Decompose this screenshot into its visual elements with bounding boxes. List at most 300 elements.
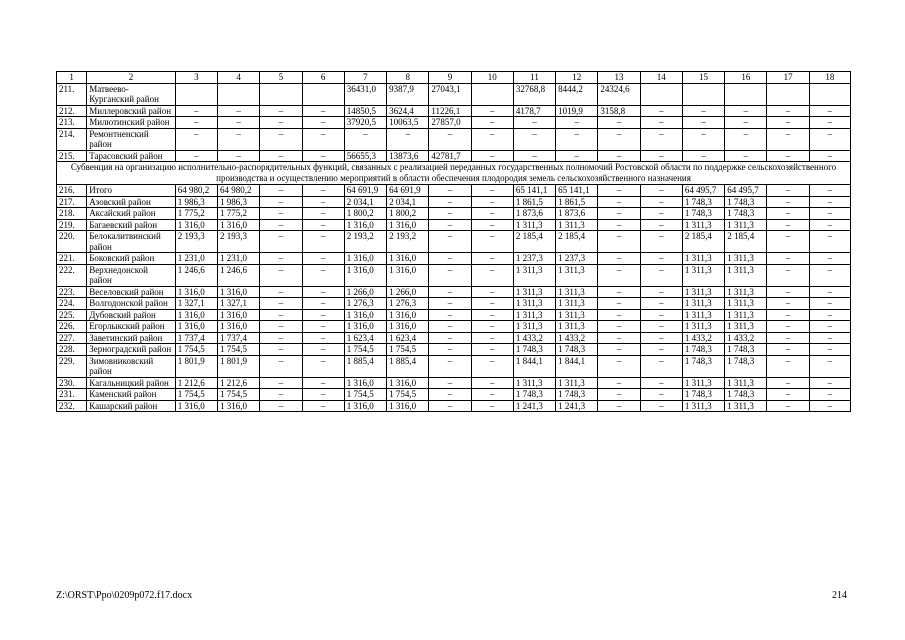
table-cell: –: [809, 377, 850, 389]
table-cell: –: [302, 231, 344, 253]
table-cell: –: [471, 150, 513, 162]
table-row: [57, 150, 851, 162]
table-cell: 1 311,3: [556, 286, 598, 298]
table-cell: [725, 83, 767, 105]
table-cell: 8444,2: [556, 83, 598, 105]
table-cell: –: [429, 321, 471, 333]
table-cell: 1 316,0: [218, 286, 260, 298]
table-cell: –: [260, 128, 302, 150]
table-cell: 1 311,3: [682, 377, 724, 389]
table-cell: 1 316,0: [175, 321, 217, 333]
table-cell: –: [471, 309, 513, 321]
table-cell: –: [809, 196, 850, 208]
district-name: Ремонтненский район: [87, 128, 176, 150]
table-cell: –: [429, 309, 471, 321]
table-cell: 64 980,2: [218, 185, 260, 197]
table-cell: 1 433,2: [682, 332, 724, 344]
table-cell: –: [302, 253, 344, 265]
table-cell: 4178,7: [513, 105, 555, 117]
table-cell: 2 185,4: [682, 231, 724, 253]
table-cell: –: [471, 400, 513, 412]
table-cell: 1 266,0: [387, 286, 429, 298]
row-number: 214.: [57, 128, 87, 150]
table-cell: 1 316,0: [175, 286, 217, 298]
table-cell: –: [809, 321, 850, 333]
table-cell: –: [260, 332, 302, 344]
table-cell: 3624,4: [387, 105, 429, 117]
table-cell: 1 311,3: [682, 264, 724, 286]
table-cell: 42781,7: [429, 150, 471, 162]
section-header-row: [57, 162, 851, 185]
table-cell: –: [598, 309, 640, 321]
table-cell: 11226,1: [429, 105, 471, 117]
table-cell: [302, 83, 344, 105]
table-cell: 1 311,3: [725, 321, 767, 333]
table-cell: 1 311,3: [556, 377, 598, 389]
column-number: 11: [513, 72, 555, 84]
table-cell: 1 311,3: [725, 264, 767, 286]
table-cell: –: [767, 298, 809, 310]
table-cell: –: [471, 231, 513, 253]
table-cell: 1 311,3: [513, 286, 555, 298]
row-number: 231.: [57, 389, 87, 401]
table-cell: –: [471, 253, 513, 265]
district-name: Зимовниковский район: [87, 355, 176, 377]
table-cell: –: [429, 400, 471, 412]
table-cell: –: [809, 389, 850, 401]
header-row: [57, 72, 851, 84]
table-cell: –: [302, 321, 344, 333]
table-row: [57, 389, 851, 401]
table-cell: –: [640, 355, 682, 377]
table-cell: –: [302, 298, 344, 310]
table-cell: –: [471, 264, 513, 286]
table-cell: –: [598, 298, 640, 310]
row-number: 218.: [57, 208, 87, 220]
table-cell: –: [429, 377, 471, 389]
table-cell: –: [598, 389, 640, 401]
table-cell: –: [598, 332, 640, 344]
district-name: Белокалитвинский район: [87, 231, 176, 253]
table-cell: 1 311,3: [556, 264, 598, 286]
table-cell: –: [809, 128, 850, 150]
table-cell: 1019,9: [556, 105, 598, 117]
table-cell: 2 185,4: [556, 231, 598, 253]
table-cell: –: [429, 286, 471, 298]
table-cell: 1 311,3: [682, 321, 724, 333]
table-cell: 1 311,3: [682, 253, 724, 265]
column-number: 13: [598, 72, 640, 84]
table-cell: –: [640, 128, 682, 150]
table-cell: –: [471, 344, 513, 356]
table-cell: –: [640, 400, 682, 412]
table-cell: 27043,1: [429, 83, 471, 105]
table-cell: 1 316,0: [387, 321, 429, 333]
table-cell: –: [809, 117, 850, 129]
table-cell: [640, 83, 682, 105]
table-cell: 1 754,5: [218, 389, 260, 401]
table-cell: –: [767, 332, 809, 344]
table-cell: 1 748,3: [725, 389, 767, 401]
column-number: 3: [175, 72, 217, 84]
table-cell: 1 311,3: [682, 298, 724, 310]
table-cell: –: [302, 185, 344, 197]
table-row: [57, 400, 851, 412]
table-cell: 1 316,0: [387, 309, 429, 321]
table-row: [57, 355, 851, 377]
table-cell: 1 316,0: [387, 219, 429, 231]
table-row: [57, 321, 851, 333]
table-cell: 1 316,0: [387, 400, 429, 412]
table-cell: 1 748,3: [682, 208, 724, 220]
table-cell: 1 433,2: [725, 332, 767, 344]
table-cell: 1 316,0: [218, 321, 260, 333]
table-cell: 1 316,0: [387, 377, 429, 389]
table-cell: 1 237,3: [513, 253, 555, 265]
table-row: [57, 105, 851, 117]
table-cell: 1 311,3: [513, 298, 555, 310]
file-path: Z:\ORST\Ppo\0209p072.f17.docx: [56, 590, 193, 601]
table-cell: –: [260, 377, 302, 389]
table-row: [57, 83, 851, 105]
row-number: 227.: [57, 332, 87, 344]
table-cell: 1 801,9: [175, 355, 217, 377]
table-cell: –: [218, 105, 260, 117]
table-cell: –: [260, 321, 302, 333]
table-cell: –: [809, 219, 850, 231]
table-row: [57, 298, 851, 310]
table-cell: [218, 83, 260, 105]
table-cell: –: [302, 389, 344, 401]
table-cell: –: [471, 208, 513, 220]
table-cell: –: [302, 355, 344, 377]
table-cell: –: [640, 377, 682, 389]
column-number: 10: [471, 72, 513, 84]
table-cell: –: [767, 253, 809, 265]
table-cell: –: [809, 185, 850, 197]
table-row: [57, 332, 851, 344]
table-cell: 1 316,0: [218, 400, 260, 412]
table-cell: 1 748,3: [556, 389, 598, 401]
table-cell: 9387,9: [387, 83, 429, 105]
table-cell: –: [767, 185, 809, 197]
table-cell: –: [640, 321, 682, 333]
table-cell: –: [809, 355, 850, 377]
table-cell: 14850,5: [344, 105, 386, 117]
table-cell: –: [725, 105, 767, 117]
row-number: 226.: [57, 321, 87, 333]
table-row: [57, 128, 851, 150]
table-cell: –: [598, 196, 640, 208]
row-number: 228.: [57, 344, 87, 356]
table-cell: 1 433,2: [556, 332, 598, 344]
table-cell: 1 316,0: [344, 400, 386, 412]
table-cell: –: [767, 321, 809, 333]
table-cell: –: [429, 355, 471, 377]
table-cell: 1 311,3: [682, 219, 724, 231]
table-cell: –: [682, 117, 724, 129]
table-cell: –: [809, 309, 850, 321]
table-cell: –: [302, 196, 344, 208]
table-cell: –: [218, 150, 260, 162]
table-cell: 3158,8: [598, 105, 640, 117]
table-cell: –: [260, 253, 302, 265]
table-cell: –: [809, 286, 850, 298]
table-cell: –: [302, 332, 344, 344]
table-cell: 1 311,3: [725, 253, 767, 265]
column-number: 17: [767, 72, 809, 84]
row-number: 229.: [57, 355, 87, 377]
table-cell: 1 276,3: [344, 298, 386, 310]
table-cell: 1 311,3: [725, 219, 767, 231]
district-name: Заветинский район: [87, 332, 176, 344]
table-cell: 1 316,0: [344, 377, 386, 389]
table-cell: –: [471, 117, 513, 129]
table-cell: 1 844,1: [513, 355, 555, 377]
table-cell: 1 311,3: [513, 264, 555, 286]
table-body: [57, 72, 851, 412]
table-cell: 1 754,5: [387, 389, 429, 401]
table-cell: [260, 83, 302, 105]
table-row: [57, 117, 851, 129]
table-cell: 1 754,5: [344, 344, 386, 356]
table-cell: 1 800,2: [344, 208, 386, 220]
row-number: 216.: [57, 185, 87, 197]
row-number: 224.: [57, 298, 87, 310]
table-cell: –: [429, 208, 471, 220]
table-cell: 1 231,0: [218, 253, 260, 265]
table-cell: –: [556, 117, 598, 129]
row-number: 225.: [57, 309, 87, 321]
table-cell: –: [767, 264, 809, 286]
table-cell: 1 316,0: [175, 400, 217, 412]
table-cell: –: [429, 253, 471, 265]
row-number: 213.: [57, 117, 87, 129]
table-cell: 1 241,3: [513, 400, 555, 412]
table-cell: –: [175, 105, 217, 117]
table-cell: –: [513, 117, 555, 129]
table-cell: 56655,3: [344, 150, 386, 162]
table-cell: –: [640, 208, 682, 220]
table-cell: –: [302, 286, 344, 298]
table-cell: –: [640, 105, 682, 117]
table-cell: 1 237,3: [556, 253, 598, 265]
table-cell: 1 246,6: [175, 264, 217, 286]
table-cell: 1 748,3: [682, 355, 724, 377]
table-cell: –: [260, 219, 302, 231]
table-cell: –: [429, 196, 471, 208]
table-cell: –: [598, 355, 640, 377]
table-cell: –: [767, 355, 809, 377]
table-cell: 1 316,0: [344, 264, 386, 286]
table-cell: 1 873,6: [513, 208, 555, 220]
district-name: Волгодонской район: [87, 298, 176, 310]
table-cell: –: [260, 286, 302, 298]
table-cell: –: [556, 150, 598, 162]
table-cell: –: [471, 196, 513, 208]
table-row: [57, 208, 851, 220]
table-cell: 1 311,3: [725, 377, 767, 389]
table-cell: 1 316,0: [218, 219, 260, 231]
table-cell: 1 873,6: [556, 208, 598, 220]
table-cell: –: [429, 128, 471, 150]
row-number: 212.: [57, 105, 87, 117]
table-cell: –: [767, 128, 809, 150]
table-cell: –: [809, 264, 850, 286]
table-cell: 1 885,4: [344, 355, 386, 377]
column-number: 1: [57, 72, 87, 84]
table-cell: 1 266,0: [344, 286, 386, 298]
table-cell: –: [387, 128, 429, 150]
table-cell: –: [302, 117, 344, 129]
district-name: Кашарский район: [87, 400, 176, 412]
table-cell: –: [471, 185, 513, 197]
district-name: Матвеево-Курганский район: [87, 83, 176, 105]
district-name: Аксайский район: [87, 208, 176, 220]
table-cell: –: [302, 208, 344, 220]
table-cell: –: [767, 117, 809, 129]
district-name: Боковский район: [87, 253, 176, 265]
table-cell: –: [598, 344, 640, 356]
table-cell: 1 311,3: [513, 309, 555, 321]
table-cell: 1 754,5: [387, 344, 429, 356]
table-cell: 1 327,1: [175, 298, 217, 310]
table-cell: –: [260, 185, 302, 197]
table-cell: –: [260, 231, 302, 253]
table-cell: –: [513, 128, 555, 150]
table-cell: –: [809, 344, 850, 356]
table-row: [57, 185, 851, 197]
table-cell: 2 185,4: [725, 231, 767, 253]
table-cell: –: [809, 105, 850, 117]
table-cell: 1 754,5: [175, 389, 217, 401]
table-cell: 1 986,3: [175, 196, 217, 208]
table-cell: 1 311,3: [725, 309, 767, 321]
table-cell: 13873,6: [387, 150, 429, 162]
table-cell: –: [260, 105, 302, 117]
table-cell: –: [471, 355, 513, 377]
table-cell: [471, 83, 513, 105]
table-cell: –: [260, 400, 302, 412]
table-cell: –: [302, 219, 344, 231]
table-cell: –: [429, 389, 471, 401]
table-cell: 1 316,0: [344, 321, 386, 333]
table-cell: 27857,0: [429, 117, 471, 129]
table-cell: 64 691,9: [387, 185, 429, 197]
table-cell: 2 193,3: [218, 231, 260, 253]
table-cell: 2 193,2: [387, 231, 429, 253]
table-cell: –: [809, 253, 850, 265]
table-cell: 1 748,3: [725, 196, 767, 208]
table-cell: 1 316,0: [218, 309, 260, 321]
row-number: 221.: [57, 253, 87, 265]
table-cell: 1 801,9: [218, 355, 260, 377]
table-cell: 1 433,2: [513, 332, 555, 344]
table-cell: 2 193,3: [175, 231, 217, 253]
table-cell: 1 311,3: [556, 219, 598, 231]
table-cell: –: [640, 286, 682, 298]
table-cell: 1 748,3: [725, 355, 767, 377]
column-number: 15: [682, 72, 724, 84]
table-cell: –: [767, 231, 809, 253]
table-cell: 1 748,3: [556, 344, 598, 356]
column-number: 5: [260, 72, 302, 84]
table-cell: 36431,0: [344, 83, 386, 105]
table-cell: –: [598, 150, 640, 162]
table-cell: –: [767, 150, 809, 162]
table-cell: 2 193,2: [344, 231, 386, 253]
table-cell: –: [429, 231, 471, 253]
table-cell: –: [640, 150, 682, 162]
table-cell: –: [767, 286, 809, 298]
table-cell: –: [260, 389, 302, 401]
table-cell: 1 311,3: [725, 400, 767, 412]
table-cell: –: [640, 264, 682, 286]
table-cell: –: [218, 117, 260, 129]
table-cell: –: [640, 309, 682, 321]
table-cell: 1 311,3: [556, 298, 598, 310]
table-cell: –: [725, 117, 767, 129]
table-cell: –: [598, 128, 640, 150]
page-number: 214: [832, 590, 847, 601]
table-cell: 1 623,4: [344, 332, 386, 344]
table-cell: 1 316,0: [344, 219, 386, 231]
table-cell: 1 775,2: [175, 208, 217, 220]
row-number: 219.: [57, 219, 87, 231]
table-cell: 1 316,0: [175, 219, 217, 231]
table-cell: [767, 83, 809, 105]
column-number: 12: [556, 72, 598, 84]
table-cell: –: [260, 208, 302, 220]
table-cell: –: [809, 298, 850, 310]
table-cell: 65 141,1: [513, 185, 555, 197]
district-name: Каменский район: [87, 389, 176, 401]
table-cell: 1 775,2: [218, 208, 260, 220]
table-cell: 1 311,3: [513, 219, 555, 231]
table-cell: –: [640, 298, 682, 310]
table-cell: 2 034,1: [387, 196, 429, 208]
table-cell: –: [260, 344, 302, 356]
table-cell: 1 231,0: [175, 253, 217, 265]
table-cell: –: [767, 105, 809, 117]
table-cell: 1 844,1: [556, 355, 598, 377]
district-name: Тарасовский район: [87, 150, 176, 162]
table-cell: 1 754,5: [218, 344, 260, 356]
table-cell: 1 311,3: [725, 286, 767, 298]
table-cell: –: [260, 298, 302, 310]
table-cell: –: [598, 253, 640, 265]
table-cell: 64 495,7: [682, 185, 724, 197]
table-cell: 10063,5: [387, 117, 429, 129]
district-name: Верхнедонской район: [87, 264, 176, 286]
table-cell: –: [429, 264, 471, 286]
table-cell: –: [302, 105, 344, 117]
table-cell: –: [471, 389, 513, 401]
table-cell: –: [471, 105, 513, 117]
table-cell: 1 316,0: [344, 253, 386, 265]
table-cell: –: [640, 185, 682, 197]
table-cell: –: [302, 128, 344, 150]
table-cell: –: [598, 117, 640, 129]
column-number: 4: [218, 72, 260, 84]
table-cell: –: [598, 185, 640, 197]
table-cell: –: [725, 150, 767, 162]
table-cell: –: [175, 128, 217, 150]
table-cell: –: [429, 185, 471, 197]
table-row: [57, 344, 851, 356]
table-cell: 1 316,0: [387, 264, 429, 286]
table-cell: –: [471, 286, 513, 298]
